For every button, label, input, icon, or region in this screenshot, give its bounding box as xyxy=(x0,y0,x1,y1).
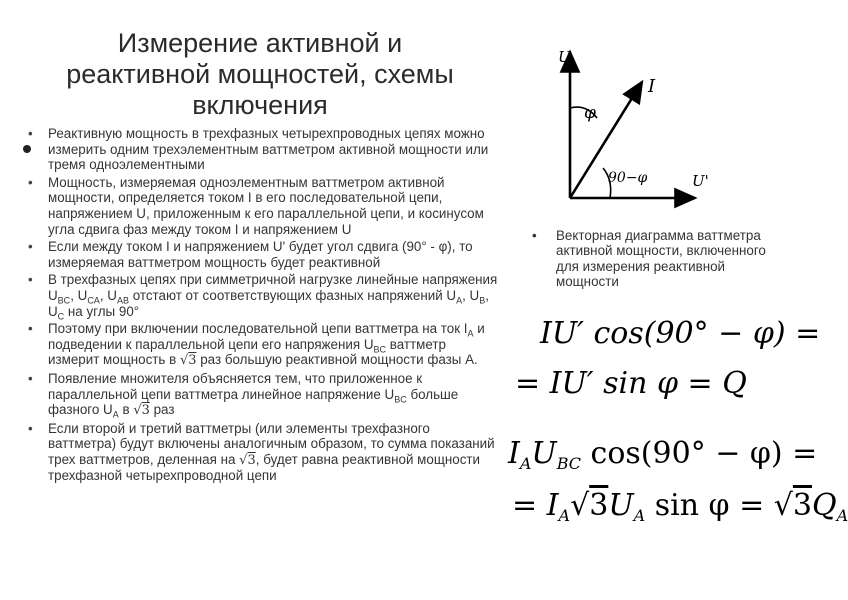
bullet-item: • Поэтому при включении последовательной цепи ваттметра на ток $I_A$ и подведении к параллельной цепи его напряжения $U_{BC}$ ваттметр измерит мощность в √3 раз большую реактивной мощности фазы А. xyxy=(20,321,498,369)
sqrt-three: √3 xyxy=(179,353,197,369)
diagram-caption xyxy=(528,228,790,290)
bullet-item: • В трехфазных цепях при симметричной нагрузке линейные напряжения $U_{BC}$, $U_{CA}$, $U_{AB}$ отстают от соответствующих фазных напряжений $U_A$, $U_B$, $U_C$ на углы 90° xyxy=(20,272,498,319)
bullet-item: • Появление множителя объясняется тем, что приложенное к параллельной цепи ваттметра линейное напряжение $U_{BC}$ больше фазного $U_A$ в √3 раз xyxy=(20,371,498,419)
phi-label: φ xyxy=(584,103,596,123)
u-prime-label: U' xyxy=(692,172,709,190)
formula-sin-line: = IU′ sin φ = Q xyxy=(515,366,747,401)
ninety-minus-phi-label: 90−φ xyxy=(608,170,648,186)
slide-title: Измерение активной и реактивной мощностей, схемы включения xyxy=(66,28,454,120)
vector-diagram xyxy=(520,40,720,215)
bullet-item: • Если между током I и напряжением U' будет угол сдвига (90° - φ), то измеряемая ваттметром мощность будет реактивной xyxy=(20,239,498,270)
sqrt-three: √3 xyxy=(239,452,256,468)
caption-item: • Векторная диаграмма ваттметра активной мощности, включенного для измерения реактивной мощности xyxy=(528,228,790,290)
formula-three-phase-cos: $I_AU_{BC}$ cos(90° − φ) = xyxy=(508,436,818,473)
sqrt-three: √3 xyxy=(133,403,150,419)
formula-cos-line: IU′ cos(90° − φ) = xyxy=(540,316,821,351)
formula-three-phase-sin: = $I_A√3U_A$ $\sin \varphi = √3Q_A$ xyxy=(512,488,848,525)
i-label: I xyxy=(648,76,656,97)
u-label: U xyxy=(558,48,571,66)
bullet-item: • Если второй и третий ваттметры (или элементы трехфазного ваттметра) будут включены аналогичным образом, то сумма показаний трех ваттметров, деленная на √3, будет равна реактивной мощности трехфазной четырехпроводной цепи xyxy=(20,421,498,484)
bullet-list xyxy=(20,126,498,486)
bullet-item: • Мощность, измеряемая одноэлементным ваттметром активной мощности, определяется током I в его последовательной цепи, напряжением U, приложенным к его параллельной цепи, и косинусом угла сдвига фаз между током I и напряжением U xyxy=(20,175,498,237)
bullet-item: • Реактивную мощность в трехфазных четырехпроводных цепях можно измерить одним трехэлементным ваттметром активной мощности или тремя одноэлементными xyxy=(20,126,498,173)
